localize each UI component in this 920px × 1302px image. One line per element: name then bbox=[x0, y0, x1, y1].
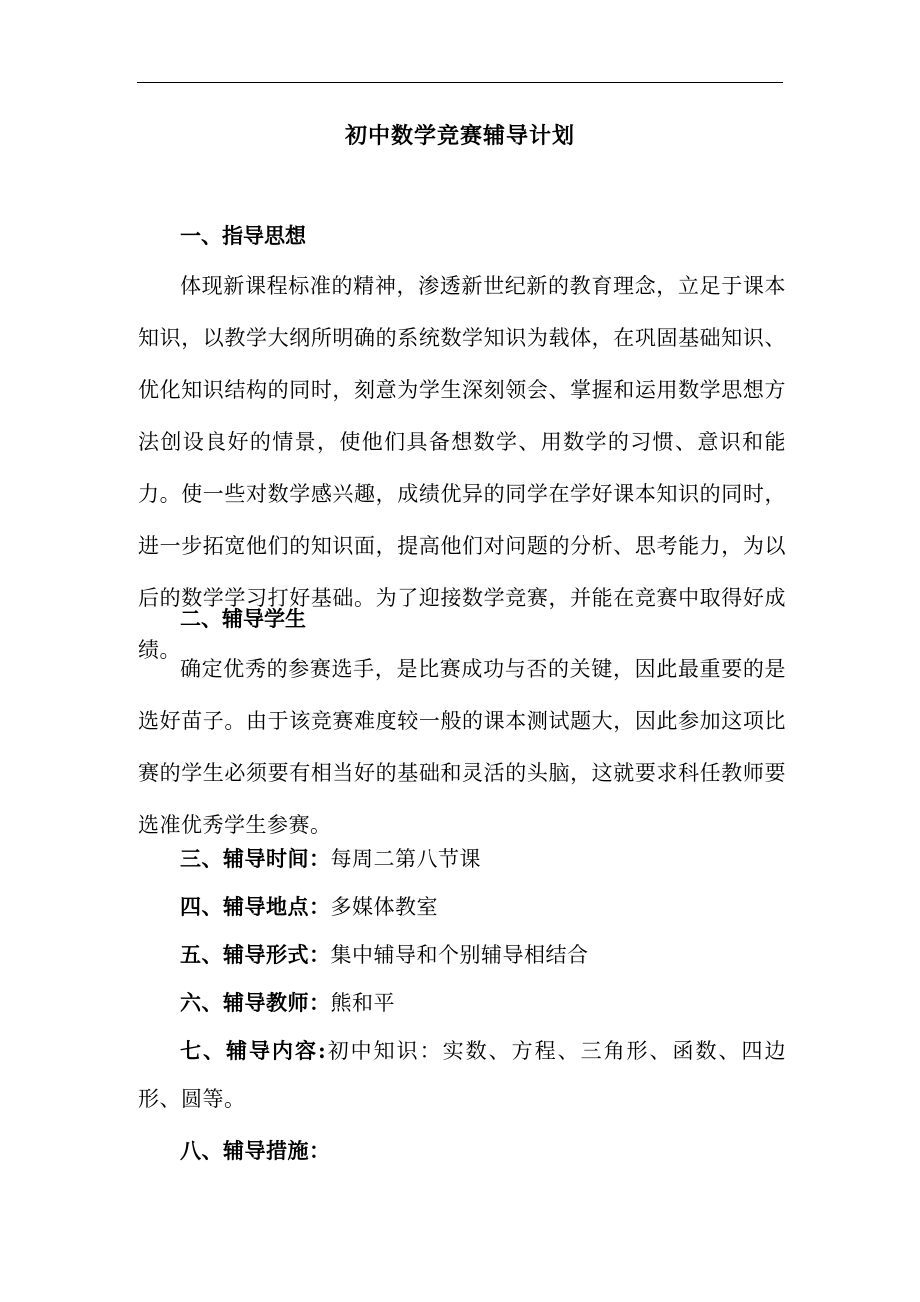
detail-item-time bbox=[138, 835, 786, 883]
header-rule bbox=[137, 82, 783, 83]
detail-items bbox=[138, 835, 786, 1175]
item-label: 三、辅导时间： bbox=[180, 846, 331, 871]
section-body: 体现新课程标准的精神，渗透新世纪新的教育理念，立足于课本知识，以教学大纲所明确的系统数学知识为载体，在巩固基础知识、优化知识结构的同时，刻意为学生深刻领会、掌握和运用数学思想方法创设良好的情景，使他们具备想数学、用数学的习惯、意识和能力。使一些对数学感兴趣，成绩优异的同学在学好课本知识的同时，进一步拓宽他们的知识面，提高他们对问题的分析、思考能力，为以后的数学学习打好基础。为了迎接数学竞赛，并能在竞赛中取得好成绩。 bbox=[138, 274, 786, 662]
item-label: 五、辅导形式： bbox=[180, 942, 331, 967]
item-label: 八、辅导措施： bbox=[180, 1138, 331, 1163]
detail-item-content bbox=[138, 1027, 786, 1123]
detail-item-form bbox=[138, 931, 786, 979]
detail-item-measures bbox=[138, 1127, 786, 1175]
item-value: 每周二第八节课 bbox=[330, 847, 481, 871]
item-label: 七、辅导内容: bbox=[180, 1038, 327, 1063]
section-body: 确定优秀的参赛选手，是比赛成功与否的关键，因此最重要的是选好苗子。由于该竞赛难度较一般的课本测试题大，因此参加这项比赛的学生必须要有相当好的基础和灵活的头脑，这就要求科任教师要选准优秀学生参赛。 bbox=[138, 657, 786, 837]
item-label: 四、辅导地点： bbox=[180, 894, 331, 919]
section-students bbox=[138, 601, 786, 851]
item-value: 初中知识：实数、方程、三角形、函数、四边形、圆等。 bbox=[138, 1039, 786, 1111]
item-value: 多媒体教室 bbox=[330, 895, 438, 919]
section-heading: 一、指导思想 bbox=[180, 223, 306, 248]
detail-item-location bbox=[138, 883, 786, 931]
section-heading: 二、辅导学生 bbox=[180, 606, 306, 631]
document-title: 初中数学竞赛辅导计划 bbox=[344, 123, 575, 149]
detail-item-teacher bbox=[138, 979, 786, 1027]
item-value: 熊和平 bbox=[330, 991, 395, 1015]
item-value: 集中辅导和个别辅导相结合 bbox=[330, 943, 589, 967]
item-label: 六、辅导教师： bbox=[180, 990, 331, 1015]
